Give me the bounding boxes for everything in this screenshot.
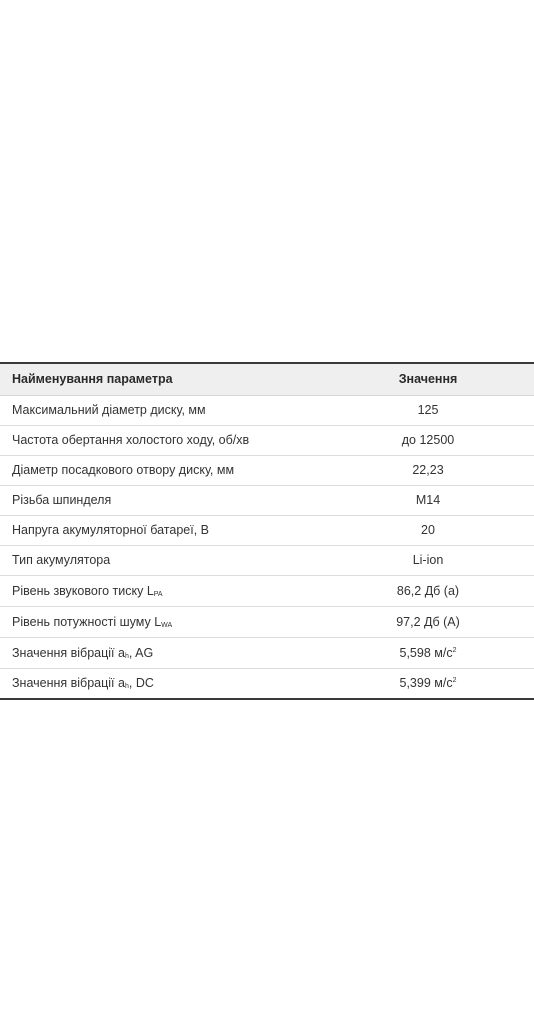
parameter-value: 86,2 Дб (а) xyxy=(322,575,534,606)
table-row xyxy=(0,515,534,545)
table-header-row xyxy=(0,363,534,395)
parameter-name xyxy=(0,668,322,699)
parameter-value-superscript: 2 xyxy=(452,677,457,685)
table-row xyxy=(0,395,534,425)
parameter-value: 20 xyxy=(322,515,534,545)
parameter-value: 97,2 Дб (А) xyxy=(322,606,534,637)
parameter-value xyxy=(322,668,534,699)
parameter-name: Різьба шпинделя xyxy=(0,485,322,515)
parameter-name-subscript: PA xyxy=(153,590,163,598)
parameter-name: Максимальний діаметр диску, мм xyxy=(0,395,322,425)
parameter-name-suffix: , DC xyxy=(128,676,154,691)
parameter-name-text: Рівень потужності шуму L xyxy=(12,614,162,629)
table-row xyxy=(0,637,534,668)
parameter-name: Частота обертання холостого ходу, об/хв xyxy=(0,425,322,455)
table-row xyxy=(0,606,534,637)
parameter-name xyxy=(0,606,322,637)
parameter-value xyxy=(322,637,534,668)
parameter-value: 125 xyxy=(322,395,534,425)
specifications-table xyxy=(0,362,534,700)
parameter-name-subscript: h xyxy=(124,683,129,691)
table-row xyxy=(0,455,534,485)
parameter-value-text: 5,399 м/с xyxy=(399,676,453,691)
parameter-name-suffix: , AG xyxy=(128,645,154,660)
parameter-value: Li-ion xyxy=(322,545,534,575)
parameter-name: Тип акумулятора xyxy=(0,545,322,575)
table-row xyxy=(0,425,534,455)
table-row xyxy=(0,575,534,606)
parameter-name-text: Значення вібрації a xyxy=(12,645,125,660)
parameter-name-text: Значення вібрації a xyxy=(12,676,125,691)
parameter-value: 22,23 xyxy=(322,455,534,485)
parameter-name: Діаметр посадкового отвору диску, мм xyxy=(0,455,322,485)
parameter-name: Напруга акумуляторної батареї, В xyxy=(0,515,322,545)
parameter-value: до 12500 xyxy=(322,425,534,455)
parameter-name xyxy=(0,575,322,606)
parameter-name-text: Рівень звукового тиску L xyxy=(12,583,154,598)
header-parameter-name: Найменування параметра xyxy=(0,363,322,395)
parameter-name-subscript: h xyxy=(124,652,129,660)
parameter-value-text: 5,598 м/с xyxy=(399,645,453,660)
table-row xyxy=(0,668,534,699)
header-value: Значення xyxy=(322,363,534,395)
parameter-value-superscript: 2 xyxy=(452,646,457,654)
parameter-name xyxy=(0,637,322,668)
table-row xyxy=(0,545,534,575)
table-row xyxy=(0,485,534,515)
parameter-name-subscript: WA xyxy=(161,621,173,629)
parameter-value: M14 xyxy=(322,485,534,515)
